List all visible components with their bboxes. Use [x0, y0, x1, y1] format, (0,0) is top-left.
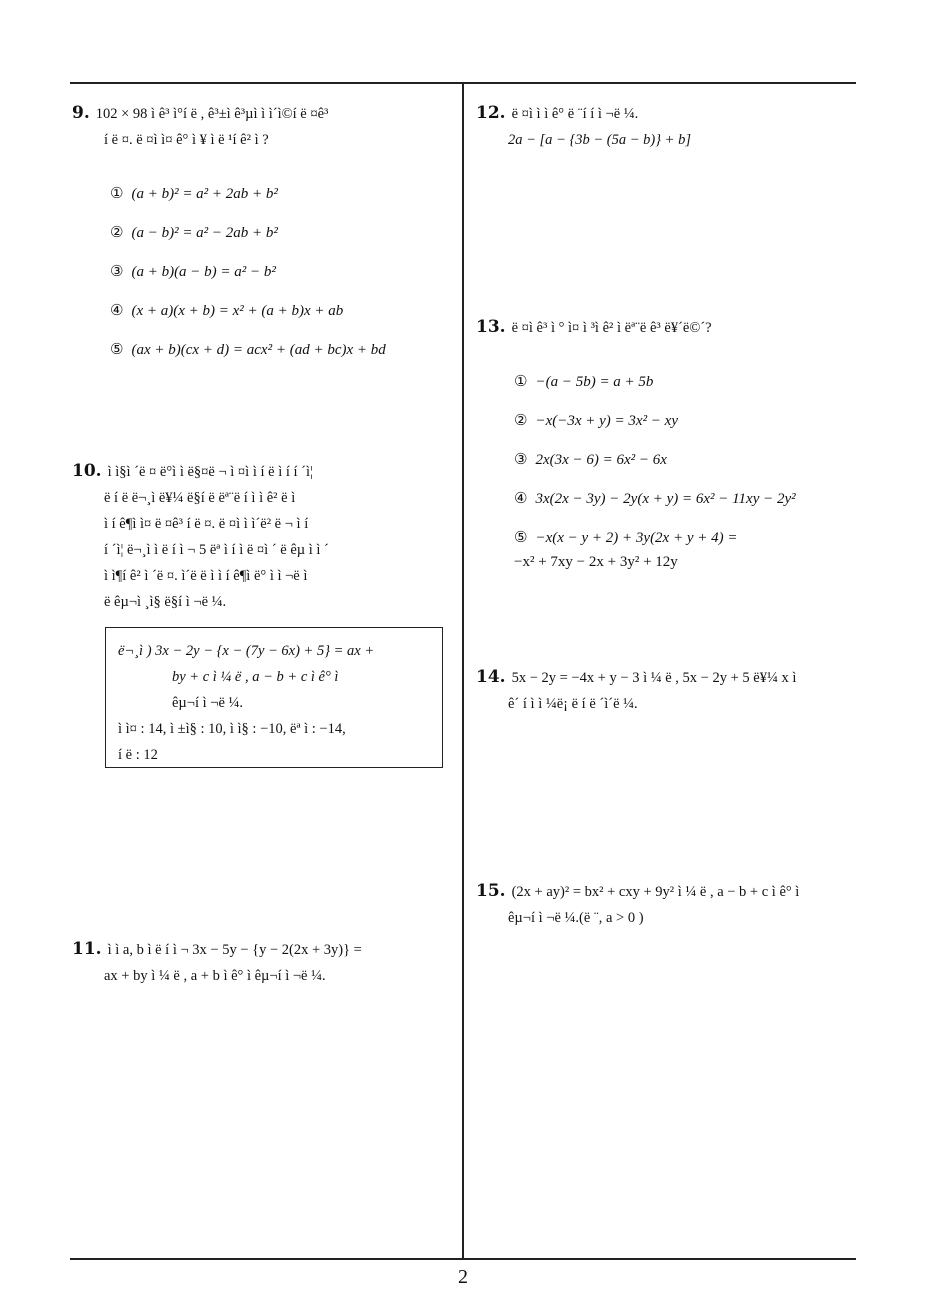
problem-text-line: í ë ¤. ë ¤ì ì¤ ê° ì ¥ ì ë ¹í ê² ì ? — [104, 132, 269, 148]
problem-text-line: 102 × 98 ì ê³ ì°í ë , ê³±ì ê³µì ì ì´ì©í ë ¤ê³ — [95, 106, 329, 122]
problem-number: 11. — [72, 939, 102, 959]
choice-1: ① −(a − 5b) = a + 5b — [514, 372, 654, 390]
choice-2: ② −x(−3x + y) = 3x² − xy — [514, 411, 678, 429]
problem-number: 15. — [476, 881, 506, 901]
problem-number: 13. — [476, 317, 506, 337]
problem-text-line: ì ì§ì ´ë ¤ ë°ì ì ë§¤ë ¬ ì ¤ì ì í ë ì í í ´ì¦ — [107, 464, 313, 480]
problem-text-line: ë ¤ì ì ì ê° ë ¨í í ì ¬ë ¼. — [511, 106, 639, 122]
box-line: êµ¬í ì ¬ë ¼. — [172, 695, 244, 711]
problem-number: 12. — [476, 103, 506, 123]
problem-number: 14. — [476, 667, 506, 687]
problem-text-line: ë ¤ì ê³ ì ° ì¤ ì ³ì ê² ì ëª¨ë ê³ ë¥´ë©´? — [511, 320, 712, 336]
problem-text-line: (2x + ay)² = bx² + cxy + 9y² ì ¼ ë , a − b + c ì ê° ì — [511, 884, 800, 900]
problem-9 — [72, 100, 456, 153]
problem-text-line: ë êµ¬ì ¸ì§ ë§í ì ¬ë ¼. — [104, 594, 227, 610]
choice-5-continuation: −x² + 7xy − 2x + 3y² + 12y — [514, 554, 678, 570]
problem-number: 9. — [72, 103, 90, 123]
problem-expression: 2a − [a − {3b − (5a − b)} + b] — [508, 132, 691, 148]
example-box — [105, 627, 443, 768]
problem-text-line: ì ì a, b ì ë í ì ¬ 3x − 5y − {y − 2(2x + 3y)} = — [107, 942, 362, 958]
choice-3: ③ 2x(3x − 6) = 6x² − 6x — [514, 450, 667, 468]
problem-text-line: êµ¬í ì ¬ë ¼.(ë ¨, a > 0 ) — [508, 910, 644, 926]
choice-4: ④ 3x(2x − 3y) − 2y(x + y) = 6x² − 11xy − 2y² — [514, 489, 796, 507]
problem-number: 10. — [72, 461, 102, 481]
box-line: ë¬¸ì ) 3x − 2y − {x − (7y − 6x) + 5} = ax + — [118, 643, 375, 659]
problem-text-line: í ´ì¦ ë¬¸ì ì ë í ì ¬ 5 ëª ì í ì ë ¤ì ´ ë êµ ì ì ´ — [104, 542, 329, 558]
choice-2: ② (a − b)² = a² − 2ab + b² — [110, 223, 278, 241]
bottom-rule — [70, 1258, 856, 1260]
problem-13-choices — [514, 372, 796, 593]
choice-3: ③ (a + b)(a − b) = a² − b² — [110, 262, 276, 280]
choice-4: ④ (x + a)(x + b) = x² + (a + b)x + ab — [110, 301, 344, 319]
choice-1: ① (a + b)² = a² + 2ab + b² — [110, 184, 278, 202]
problem-text-line: ì ì¶í ê² ì ´ë ¤. ì´ë ë ì ì í ê¶ì ë° ì ì ¬ë ì — [104, 568, 308, 584]
problem-13 — [476, 314, 856, 341]
box-line: by + c ì ¼ ë , a − b + c ì ê° ì — [172, 669, 339, 685]
problem-15 — [476, 878, 856, 931]
problem-14 — [476, 664, 856, 717]
problem-9-choices — [110, 184, 386, 379]
problem-text-line: 5x − 2y = −4x + y − 3 ì ¼ ë , 5x − 2y + 5 ë¥¼ x ì — [511, 670, 797, 686]
problem-10 — [72, 458, 456, 615]
box-line: í ë : 12 — [118, 747, 158, 763]
column-divider — [462, 82, 464, 1258]
box-line: ì ì¤ : 14, ì ±ì§ : 10, ì ì§ : −10, ëª ì : −14, — [118, 721, 346, 737]
choice-5: ⑤ (ax + b)(cx + d) = acx² + (ad + bc)x + bd — [110, 340, 386, 358]
problem-text-line: ax + by ì ¼ ë , a + b ì ê° ì êµ¬í ì ¬ë ¼. — [104, 968, 326, 984]
choice-5: ⑤ −x(x − y + 2) + 3y(2x + y + 4) = — [514, 528, 738, 546]
problem-12 — [476, 100, 856, 153]
problem-text-line: ì í ê¶ì ì¤ ë ¤ê³ í ë ¤. ë ¤ì ì ì´ë² ë ¬ ì í — [104, 516, 309, 532]
problem-text-line: ê´ í ì ì ¼ë¡ ë í ë ´ì´ë ¼. — [508, 696, 638, 712]
problem-11 — [72, 936, 456, 989]
problem-text-line: ë í ë ë¬¸ì ë¥¼ ë§í ë ëª¨ë í ì ì ê² ë ì — [104, 490, 296, 506]
page-number: 2 — [458, 1266, 468, 1288]
